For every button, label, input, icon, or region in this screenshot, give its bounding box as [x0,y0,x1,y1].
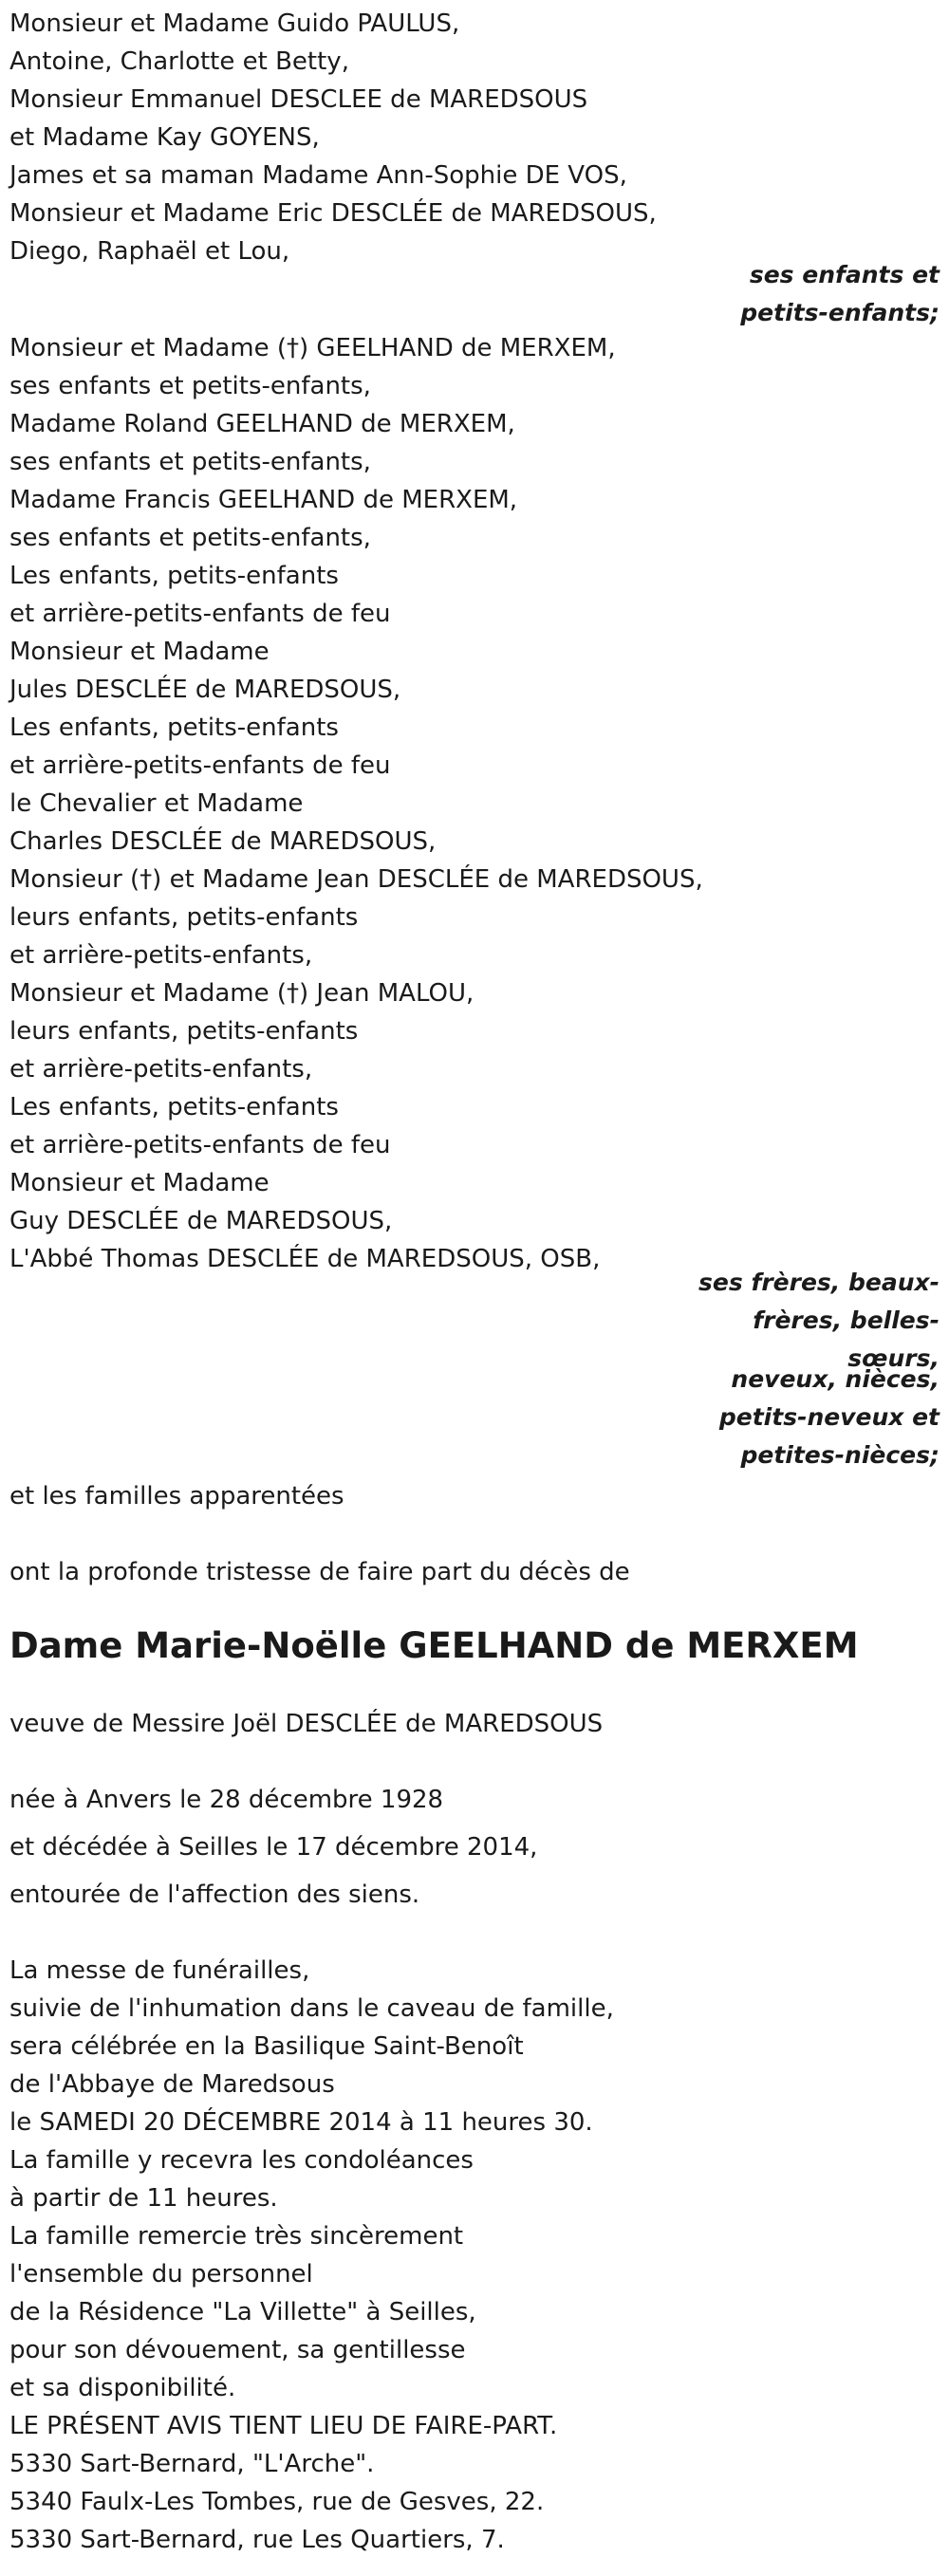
funeral-line: de la Résidence "La Villette" à Seilles, [9,2298,476,2326]
family-line: Antoine, Charlotte et Betty, [9,47,349,76]
birth-death-line: entourée de l'affection des siens. [9,1881,420,1909]
family-line: Monsieur Emmanuel DESCLEE de MAREDSOUS [9,85,588,114]
family-line: et arrière-petits-enfants de feu [9,600,391,628]
family-line: Monsieur et Madame Eric DESCLÉE de MAREDSOUS, [9,199,657,228]
family-line: et arrière-petits-enfants, [9,1055,313,1084]
family-line: et Madame Kay GOYENS, [9,123,320,152]
announcement: ont la profonde tristesse de faire part du décès de [9,1558,630,1586]
family-line: Monsieur (†) et Madame Jean DESCLÉE de MAREDSOUS, [9,865,703,894]
funeral-line: pour son dévouement, sa gentillesse [9,2336,466,2364]
funeral-line: sera célébrée en la Basilique Saint-Benoît [9,2032,524,2061]
family-line: Charles DESCLÉE de MAREDSOUS, [9,827,437,856]
deceased-name: Dame Marie-Noëlle GEELHAND de MERXEM [9,1625,859,1666]
family-line: Les enfants, petits-enfants [9,562,339,590]
relation-label: neveux, nièces, [731,1365,940,1393]
family-line: Monsieur et Madame [9,638,270,666]
family-line: Diego, Raphaël et Lou, [9,237,290,266]
funeral-line: et sa disponibilité. [9,2374,236,2402]
birth-death-line: née à Anvers le 28 décembre 1928 [9,1786,444,1814]
family-line: et arrière-petits-enfants, [9,941,313,970]
family-line: Madame Roland GEELHAND de MERXEM, [9,410,515,438]
family-line: ses enfants et petits-enfants, [9,372,371,400]
funeral-line: 5340 Faulx-Les Tombes, rue de Gesves, 22. [9,2488,545,2516]
relation-label: ses enfants et [749,261,940,288]
family-line: Guy DESCLÉE de MAREDSOUS, [9,1207,393,1235]
family-line: le Chevalier et Madame [9,789,304,818]
relation-label: ses frères, beaux- [698,1269,940,1296]
family-line: Monsieur et Madame (†) Jean MALOU, [9,979,474,1008]
family-line: ses enfants et petits-enfants, [9,524,371,552]
funeral-line: LE PRÉSENT AVIS TIENT LIEU DE FAIRE-PART. [9,2412,558,2440]
funeral-line: suivie de l'inhumation dans le caveau de famille, [9,1994,614,2023]
family-line: Monsieur et Madame [9,1169,270,1197]
family-line: L'Abbé Thomas DESCLÉE de MAREDSOUS, OSB, [9,1245,601,1273]
family-line: ses enfants et petits-enfants, [9,448,371,476]
relation-label: petits-neveux et [718,1403,940,1431]
funeral-line: à partir de 11 heures. [9,2184,278,2213]
family-line: Les enfants, petits-enfants [9,1093,339,1121]
relation-label: frères, belles- [753,1307,940,1334]
family-line: Monsieur et Madame Guido PAULUS, [9,9,460,38]
funeral-line: l'ensemble du personnel [9,2260,313,2289]
relation-label: sœurs, [847,1344,940,1372]
widow-of: veuve de Messire Joël DESCLÉE de MAREDSOUS [9,1710,604,1738]
family-line: et arrière-petits-enfants de feu [9,751,391,780]
family-line: leurs enfants, petits-enfants [9,903,359,932]
family-line: et arrière-petits-enfants de feu [9,1131,391,1159]
relation-label: petites-nièces; [740,1441,940,1469]
related-families: et les familles apparentées [9,1482,344,1510]
relation-label: petits-enfants; [740,299,940,326]
funeral-line: La messe de funérailles, [9,1956,310,1985]
funeral-line: le SAMEDI 20 DÉCEMBRE 2014 à 11 heures 30. [9,2108,593,2137]
funeral-line: 5330 Sart-Bernard, rue Les Quartiers, 7. [9,2526,505,2554]
family-line: Monsieur et Madame (†) GEELHAND de MERXEM, [9,334,616,362]
family-line: Les enfants, petits-enfants [9,713,339,742]
funeral-line: 5330 Sart-Bernard, "L'Arche". [9,2450,375,2478]
family-line: Jules DESCLÉE de MAREDSOUS, [9,676,401,704]
birth-death-line: et décédée à Seilles le 17 décembre 2014, [9,1833,538,1862]
funeral-line: La famille remercie très sincèrement [9,2222,464,2251]
family-line: James et sa maman Madame Ann-Sophie DE VOS, [9,161,627,190]
family-line: Madame Francis GEELHAND de MERXEM, [9,486,518,514]
funeral-line: de l'Abbaye de Maredsous [9,2070,335,2099]
family-line: leurs enfants, petits-enfants [9,1017,359,1046]
funeral-line: La famille y recevra les condoléances [9,2146,474,2175]
